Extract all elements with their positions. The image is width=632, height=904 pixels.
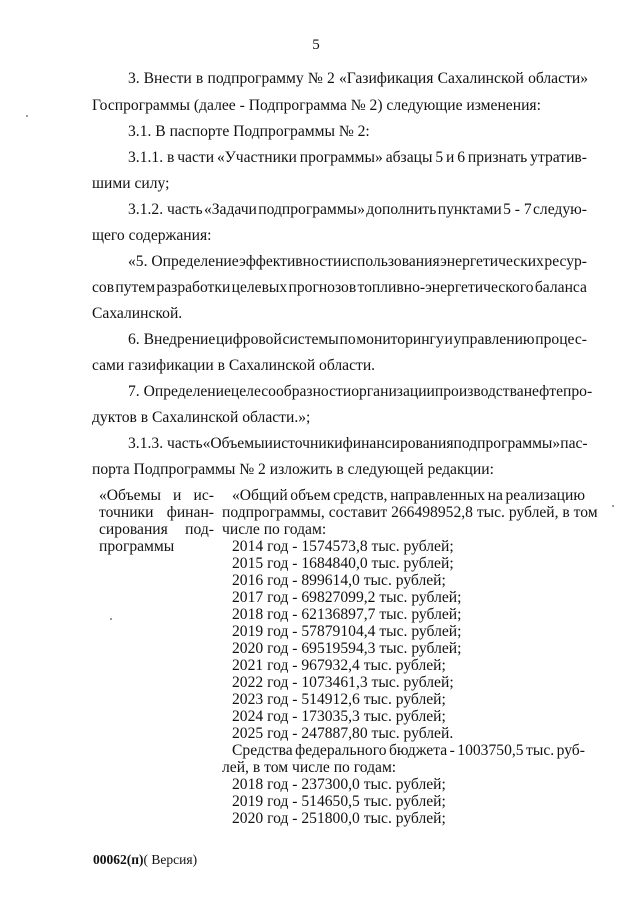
item-6-line-2: сами газификации в Сахалинской области. (92, 357, 376, 374)
year-total-2019: 2019 год - 57879104,4 тыс. рублей; (232, 623, 462, 640)
federal-budget-line-1: Средства федерального бюджета - 1003750,5 тыс. руб- (232, 742, 585, 759)
document-footer (93, 852, 197, 868)
paragraph-3-1-3-line-2: порта Подпрограммы № 2 изложить в следующей редакции: (92, 461, 494, 478)
paragraph-3-1-1-line-2: шими силу; (92, 175, 170, 192)
year-total-2015: 2015 год - 1684840,0 тыс. рублей; (232, 555, 454, 572)
page-number: 5 (312, 37, 320, 53)
scan-speck (26, 115, 28, 117)
year-total-2016: 2016 год - 899614,0 тыс. рублей; (232, 572, 446, 589)
table-left-line-4: программы (99, 538, 175, 555)
year-total-2014: 2014 год - 1574573,8 тыс. рублей; (232, 538, 454, 555)
year-federal-2020: 2020 год - 251800,0 тыс. рублей; (232, 810, 446, 827)
paragraph-3-1-3-line-1: 3.1.3. часть «Объемы и источники финансирования подпрограммы» пас- (128, 435, 588, 452)
year-total-2023: 2023 год - 514912,6 тыс. рублей; (232, 691, 446, 708)
paragraph-3-1-1-line-1: 3.1.1. в части «Участники программы» абзацы 5 и 6 признать утратив- (128, 149, 587, 166)
scan-speck (110, 618, 112, 620)
document-code: 00062(п) (93, 852, 144, 867)
item-5-line-2: сов путем разработки целевых прогнозов топливно-энергетического баланса (92, 279, 587, 296)
paragraph-3-line-1: 3. Внести в подпрограмму № 2 «Газификация Сахалинской области» (128, 70, 588, 87)
item-5-line-1: «5. Определение эффективности использования энергетических ресур- (128, 253, 587, 270)
year-federal-2018: 2018 год - 237300,0 тыс. рублей; (232, 776, 446, 793)
scan-speck (612, 505, 614, 507)
item-7-line-1: 7. Определение целесообразности организации производства нефтепро- (128, 383, 593, 400)
year-total-2025: 2025 год - 247887,80 тыс. рублей. (232, 725, 454, 742)
table-left-line-2: точники финан- (99, 504, 214, 521)
table-left-line-3: сирования под- (99, 521, 214, 538)
paragraph-3-line-2: Госпрограммы (далее - Подпрограмма № 2) следующие изменения: (92, 97, 541, 114)
paragraph-3-1-2-line-2: щего содержания: (92, 227, 212, 244)
year-total-2024: 2024 год - 173035,3 тыс. рублей; (232, 708, 446, 725)
paragraph-3-1: 3.1. В паспорте Подпрограммы № 2: (128, 123, 370, 140)
document-version-label: ( Версия) (143, 852, 198, 867)
item-6-line-1: 6. Внедрение цифровой системы по мониторингу и управлению процес- (128, 331, 587, 348)
year-total-2022: 2022 год - 1073461,3 тыс. рублей; (232, 674, 454, 691)
year-total-2018: 2018 год - 62136897,7 тыс. рублей; (232, 606, 462, 623)
table-right-line-1: «Общий объем средств, направленных на реализацию (232, 487, 585, 504)
year-total-2017: 2017 год - 69827099,2 тыс. рублей; (232, 589, 462, 606)
federal-budget-line-2: лей, в том числе по годам: (222, 759, 397, 776)
table-right-line-2: подпрограммы, составит 266498952,8 тыс. рублей, в том (222, 504, 598, 521)
year-total-2020: 2020 год - 69519594,3 тыс. рублей; (232, 640, 462, 657)
table-left-line-1: «Объемы и ис- (99, 487, 214, 504)
table-right-line-3: числе по годам: (222, 521, 327, 538)
paragraph-3-1-2-line-1: 3.1.2. часть «Задачи подпрограммы» дополнить пунктами 5 - 7 следую- (128, 201, 587, 218)
item-7-line-2: дуктов в Сахалинской области.»; (92, 409, 311, 426)
item-5-line-3: Сахалинской. (92, 305, 183, 322)
year-total-2021: 2021 год - 967932,4 тыс. рублей; (232, 657, 446, 674)
year-federal-2019: 2019 год - 514650,5 тыс. рублей; (232, 793, 446, 810)
